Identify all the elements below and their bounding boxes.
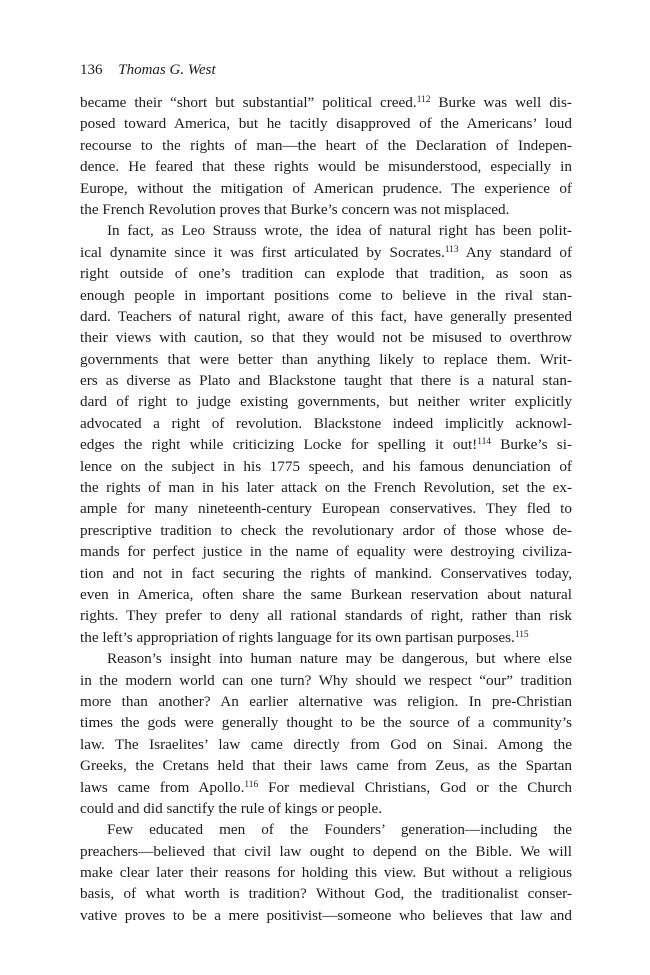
line-text: more than another? An earlier alternative was religion. In pre-Christian bbox=[80, 692, 572, 710]
text-line bbox=[80, 605, 572, 626]
paragraph bbox=[80, 92, 572, 220]
text-line bbox=[80, 135, 572, 156]
line-text: lence on the subject in his 1775 speech, and his famous denunciation of bbox=[80, 457, 572, 475]
line-text: Few educated men of the Founders’ generation—including the bbox=[107, 821, 572, 839]
line-text: dence. He feared that these rights would be misunderstood, especially in bbox=[80, 158, 572, 176]
line-text: In fact, as Leo Strauss wrote, the idea of natural right has been polit- bbox=[107, 222, 572, 240]
line-text: their views with caution, so that they would not be misused to overthrow bbox=[80, 329, 572, 347]
line-text: enough people in important positions come to believe in the rival stan- bbox=[80, 286, 572, 304]
line-text: preachers—believed that civil law ought to depend on the Bible. We will bbox=[80, 842, 572, 860]
text-line bbox=[80, 541, 572, 562]
text-line bbox=[80, 563, 572, 584]
text-line bbox=[80, 819, 572, 840]
line-text: Reason’s insight into human nature may be dangerous, but where else bbox=[107, 650, 572, 668]
text-line bbox=[80, 905, 572, 926]
paragraph bbox=[80, 819, 572, 926]
line-text: dard of right to judge existing governments, but neither writer explicitly bbox=[80, 393, 572, 411]
line-text: became their “short but substantial” political creed. bbox=[80, 94, 417, 111]
line-text: Burke was well dis- bbox=[430, 94, 572, 111]
text-line bbox=[80, 285, 572, 306]
line-text: ers as diverse as Plato and Blackstone taught that there is a natural stan- bbox=[80, 372, 572, 390]
line-text: Greeks, the Cretans held that their laws came from Zeus, as the Spartan bbox=[80, 757, 572, 775]
footnote-ref[interactable]: 114 bbox=[477, 437, 492, 448]
line-text: mands for perfect justice in the name of equality were destroying civiliza- bbox=[80, 543, 572, 561]
line-text: in the modern world can one turn? Why should we respect “our” tradition bbox=[80, 671, 572, 689]
text-line bbox=[80, 648, 572, 669]
text-line bbox=[80, 306, 572, 327]
footnote-ref[interactable]: 113 bbox=[444, 244, 459, 255]
body-text bbox=[80, 92, 572, 926]
line-text: times the gods were generally thought to be the source of a community’s bbox=[80, 714, 572, 732]
footnote-ref[interactable]: 115 bbox=[514, 629, 529, 640]
text-line bbox=[80, 370, 572, 391]
text-line bbox=[80, 220, 572, 241]
line-text: rights. They prefer to deny all rational standards of right, rather than risk bbox=[80, 607, 572, 625]
text-line bbox=[80, 584, 572, 605]
line-text: right outside of one’s tradition can explode that tradition, as soon as bbox=[80, 265, 572, 283]
paragraph bbox=[80, 220, 572, 648]
text-line bbox=[80, 670, 572, 691]
text-line bbox=[80, 841, 572, 862]
text-line bbox=[80, 755, 572, 776]
line-text: dard. Teachers of natural right, aware of this fact, have generally presented bbox=[80, 307, 572, 325]
text-line bbox=[80, 777, 572, 798]
line-text: For medieval Christians, God or the Church bbox=[258, 778, 572, 796]
text-line bbox=[80, 862, 572, 883]
text-line bbox=[80, 477, 572, 498]
line-text: prescriptive tradition to check the revolutionary ardor of those whose de- bbox=[80, 521, 572, 539]
line-text: Any standard of bbox=[458, 243, 572, 261]
line-text: recourse to the rights of man—the heart of the Declaration of Indepen- bbox=[80, 136, 572, 154]
line-text: advocated a right of revolution. Blackstone indeed implicitly acknowl- bbox=[80, 414, 572, 432]
line-text: make clear later their reasons for holding this view. But without a religious bbox=[80, 864, 572, 882]
text-line bbox=[80, 520, 572, 541]
line-text: ical dynamite since it was first articulated by Socrates. bbox=[80, 243, 445, 261]
text-line bbox=[80, 178, 572, 199]
line-text: tion and not in fact securing the rights of mankind. Conservatives today, bbox=[80, 564, 572, 582]
text-line bbox=[80, 498, 572, 519]
text-line bbox=[80, 92, 572, 113]
line-text: laws came from Apollo. bbox=[80, 778, 245, 796]
text-line bbox=[80, 627, 572, 648]
line-text: vative proves to be a mere positivist—someone who believes that law and bbox=[80, 906, 572, 924]
text-line bbox=[80, 242, 572, 263]
line-text: edges the right while criticizing Locke for spelling it out! bbox=[80, 436, 478, 454]
running-head: Thomas G. West bbox=[118, 62, 216, 78]
text-line bbox=[80, 113, 572, 134]
footnote-ref[interactable]: 112 bbox=[416, 94, 431, 105]
line-text: even in America, often share the same Burkean reservation about natural bbox=[80, 585, 572, 603]
page-number: 136 bbox=[80, 62, 103, 78]
text-line bbox=[80, 391, 572, 412]
text-line bbox=[80, 691, 572, 712]
text-line bbox=[80, 349, 572, 370]
page-header bbox=[80, 60, 216, 80]
text-line bbox=[80, 199, 572, 220]
line-text: the French Revolution proves that Burke’s concern was not misplaced. bbox=[80, 200, 510, 218]
line-text: basis, of what worth is tradition? Without God, the traditionalist conser- bbox=[80, 885, 572, 903]
text-line bbox=[80, 434, 572, 455]
line-text: posed toward America, but he tacitly disapproved of the Americans’ loud bbox=[80, 115, 572, 133]
line-text: ample for many nineteenth-century European conservatives. They fled to bbox=[80, 500, 572, 518]
text-line bbox=[80, 327, 572, 348]
text-line bbox=[80, 883, 572, 904]
line-text: could and did sanctify the rule of kings or people. bbox=[80, 799, 382, 817]
line-text: Burke’s si- bbox=[491, 436, 572, 454]
line-text: law. The Israelites’ law came directly from God on Sinai. Among the bbox=[80, 735, 572, 753]
text-line bbox=[80, 712, 572, 733]
text-line bbox=[80, 156, 572, 177]
line-text: the rights of man in his later attack on the French Revolution, set the ex- bbox=[80, 479, 572, 497]
text-line bbox=[80, 734, 572, 755]
text-line bbox=[80, 263, 572, 284]
line-text: governments that were better than anything likely to replace them. Writ- bbox=[80, 350, 572, 368]
text-line bbox=[80, 456, 572, 477]
line-text: the left’s appropriation of rights language for its own partisan purposes. bbox=[80, 628, 515, 646]
line-text: Europe, without the mitigation of American prudence. The experience of bbox=[80, 179, 572, 197]
footnote-ref[interactable]: 116 bbox=[244, 779, 259, 790]
text-line bbox=[80, 413, 572, 434]
paragraph bbox=[80, 648, 572, 819]
text-line bbox=[80, 798, 572, 819]
